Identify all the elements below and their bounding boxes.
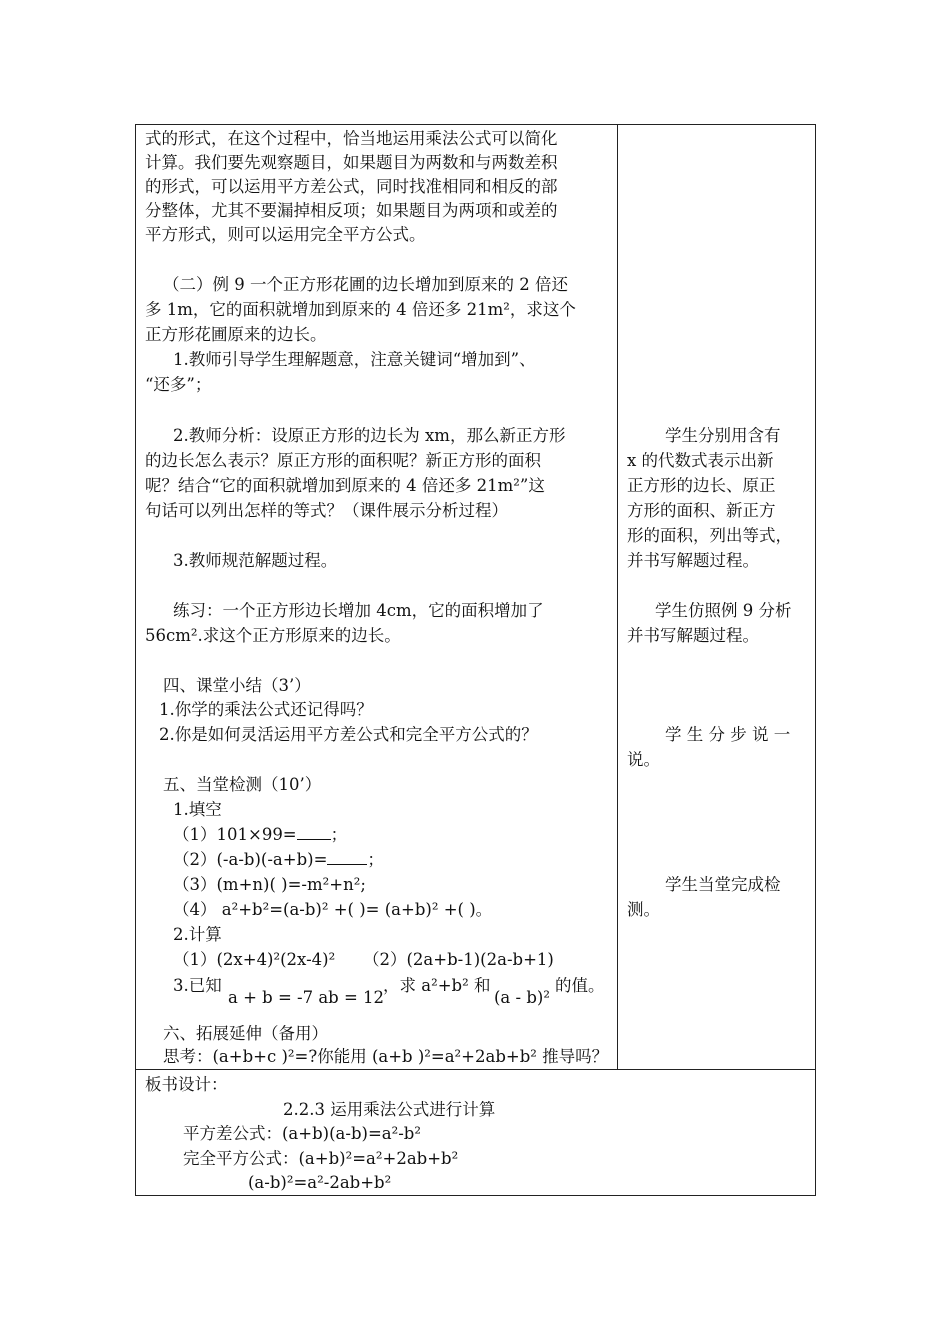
known-find: ，求 a²+b² 和 (383, 976, 491, 995)
step1-line-1: 1.教师引导学生理解题意，注意关键词“增加到”、 (173, 350, 536, 369)
intro-line-2: 计算。我们要先观察题目，如果题目为两数和与两数差积 (145, 153, 558, 172)
calc-title: 2.计算 (173, 925, 222, 944)
summary-question-2: 2.你是如何灵活运用平方差公式和完全平方公式的？ (159, 725, 538, 744)
intro-line-5: 平方形式，则可以运用完全平方公式。 (145, 225, 426, 244)
step2-line-1: 2.教师分析：设原正方形的边长为 xm，那么新正方形 (173, 426, 566, 445)
example9-line-2: 多 1m，它的面积就增加到原来的 4 倍还多 21m²，求这个 (145, 300, 576, 319)
board-formula-3: (a-b)²=a²-2ab+b² (248, 1173, 392, 1192)
practice-line-2: 56cm².求这个正方形原来的边长。 (145, 626, 401, 645)
extension-title: 六、拓展延伸（备用） (163, 1024, 328, 1043)
right-note-2-line-2: 并书写解题过程。 (627, 626, 759, 645)
right-note-1-line-3: 正方形的边长、原正 (627, 476, 776, 495)
known-label: 3.已知 (173, 976, 222, 995)
column-divider (617, 124, 618, 1070)
row-divider (135, 1069, 816, 1070)
known-equations: a + b = -7 ab = 12 (228, 988, 385, 1007)
step2-line-3: 呢？结合“它的面积就增加到原来的 4 倍还多 21m²”这 (145, 476, 545, 495)
right-note-4-line-1: 学生当堂完成检 (665, 875, 781, 894)
right-note-1-line-4: 方形的面积、新正方 (627, 501, 776, 520)
fill-item-2: （2）(-a-b)(-a+b)= ； (173, 850, 384, 869)
extension-question: 思考：(a+b+c )²=?你能用 (a+b )²=a²+2ab+b² 推导吗？ (163, 1047, 609, 1066)
right-note-1-line-5: 形的面积，列出等式， (627, 526, 792, 545)
calc-item-2: （2）(2a+b-1)(2a-b+1) (363, 950, 554, 969)
fill-item-3: （3）(m+n)( )=-m²+n²; (173, 875, 366, 894)
right-note-2-line-1: 学生仿照例 9 分析 (655, 601, 792, 620)
known-diff-square: (a - b)² (494, 988, 550, 1007)
fill-item-1: （1）101×99= ； (173, 825, 348, 844)
summary-question-1: 1.你学的乘法公式还记得吗？ (159, 700, 373, 719)
step1-line-2: “还多”； (145, 375, 212, 394)
board-label: 板书设计： (145, 1075, 228, 1094)
step2-line-2: 的边长怎么表示？原正方形的面积呢？新正方形的面积 (145, 451, 541, 470)
right-note-4-line-2: 测。 (627, 900, 660, 919)
right-note-1-line-2: x 的代数式表示出新 (627, 451, 774, 470)
example9-line-1: （二）例 9 一个正方形花圃的边长增加到原来的 2 倍还 (163, 275, 568, 294)
board-title: 2.2.3 运用乘法公式进行计算 (283, 1100, 496, 1119)
intro-line-4: 分整体，尤其不要漏掉相反项；如果题目为两项和或差的 (145, 201, 558, 220)
intro-line-3: 的形式，可以运用平方差公式，同时找准相同和相反的部 (145, 177, 558, 196)
right-note-3-line-2: 说。 (627, 750, 660, 769)
step3: 3.教师规范解题过程。 (173, 551, 338, 570)
summary-title: 四、课堂小结（3’） (163, 676, 311, 695)
fill-item-4: （4） a²+b²=(a-b)² +( )= (a+b)² +( )。 (173, 900, 493, 919)
example9-line-3: 正方形花圃原来的边长。 (145, 325, 327, 344)
test-title: 五、当堂检测（10’） (163, 775, 322, 794)
right-note-3-line-1: 学 生 分 步 说 一 (665, 725, 791, 744)
calc-item-1: （1）(2x+4)²(2x-4)² (173, 950, 336, 969)
step2-line-4: 句话可以列出怎样的等式？（课件展示分析过程） (145, 501, 508, 520)
board-formula-2: 完全平方公式：(a+b)²=a²+2ab+b² (183, 1149, 459, 1168)
practice-line-1: 练习：一个正方形边长增加 4cm，它的面积增加了 (173, 601, 544, 620)
intro-line-1: 式的形式，在这个过程中，恰当地运用乘法公式可以简化 (145, 129, 558, 148)
right-note-1-line-6: 并书写解题过程。 (627, 551, 759, 570)
board-formula-1: 平方差公式：(a+b)(a-b)=a²-b² (183, 1124, 421, 1143)
right-note-1-line-1: 学生分别用含有 (665, 426, 781, 445)
known-end: 的值。 (555, 976, 605, 995)
fill-title: 1.填空 (173, 800, 222, 819)
